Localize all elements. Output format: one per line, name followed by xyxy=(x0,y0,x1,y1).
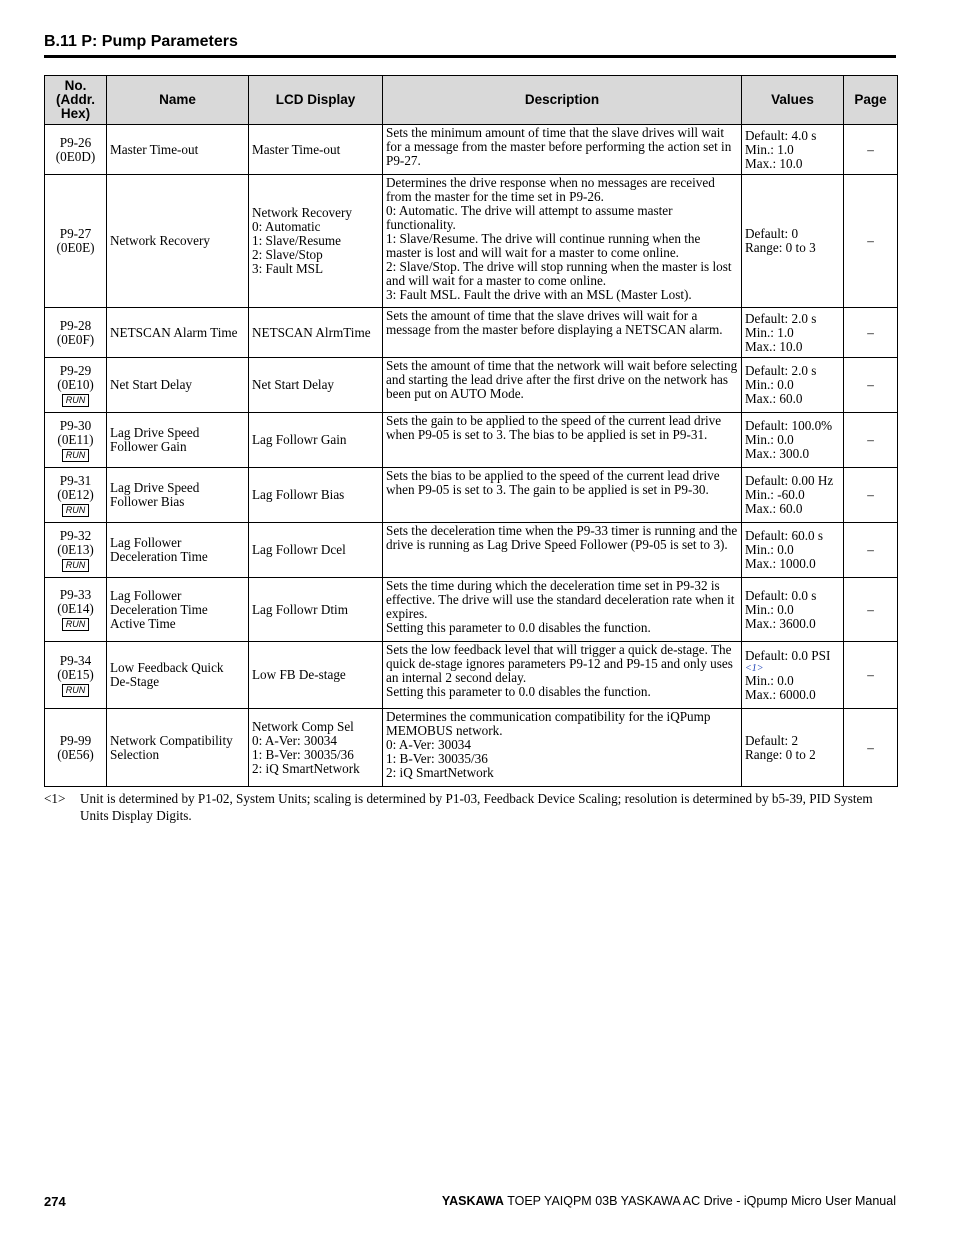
param-number: P9-28 (0E0F) xyxy=(45,308,107,358)
param-values: Default: 0 Range: 0 to 3 xyxy=(742,175,844,308)
column-header-page: Page xyxy=(844,76,898,125)
column-header-lcd: LCD Display xyxy=(249,76,383,125)
lcd-display: Low FB De-stage xyxy=(249,642,383,709)
lcd-display: Lag Followr Dcel xyxy=(249,523,383,578)
column-header-name: Name xyxy=(107,76,249,125)
table-row xyxy=(45,468,898,523)
footnote-text: Unit is determined by P1-02, System Units; scaling is determined by P1-03, Feedback Device Scaling; resolution is determined by b5-39, PID System Units Display Digits. xyxy=(80,791,873,823)
page-ref: – xyxy=(844,709,898,787)
param-description: Sets the low feedback level that will trigger a quick de-stage. The quick de-stage ignores parameters P9-12 and P9-15 and only uses an internal 2 second delay. Setting this parameter to 0.0 disables the function. xyxy=(383,642,742,709)
param-description: Determines the drive response when no messages are received from the master for the time set in P9-26. 0: Automatic. The drive will attempt to assume master functionality. 1: Slave/Resume. The drive will continue running when the master is lost and will wait for a master to come online. 2: Slave/Stop. The drive will stop running when the master is lost and will wait for a master to come online. 3: Fault MSL. Fault the drive with an MSL (Master Lost). xyxy=(383,175,742,308)
param-name: Network Compatibility Selection xyxy=(107,709,249,787)
page-ref: – xyxy=(844,468,898,523)
lcd-display: Lag Followr Dtim xyxy=(249,578,383,642)
run-badge-icon: RUN xyxy=(62,559,90,572)
param-description: Sets the bias to be applied to the speed of the current lead drive when P9-05 is set to 3. The gain to be applied is set in P9-30. xyxy=(383,468,742,523)
table-row xyxy=(45,175,898,308)
param-description: Determines the communication compatibility for the iQPump MEMOBUS network. 0: A-Ver: 30034 1: B-Ver: 30035/36 2: iQ SmartNetwork xyxy=(383,709,742,787)
param-number: P9-26 (0E0D) xyxy=(45,125,107,175)
param-values: Default: 4.0 s Min.: 1.0 Max.: 10.0 xyxy=(742,125,844,175)
table-row xyxy=(45,523,898,578)
run-badge-icon: RUN xyxy=(62,618,90,631)
page-ref: – xyxy=(844,125,898,175)
column-header-description: Description xyxy=(383,76,742,125)
param-description: Sets the minimum amount of time that the slave drives will wait for a message from the master before performing the action set in P9-27. xyxy=(383,125,742,175)
table-row xyxy=(45,413,898,468)
table-row xyxy=(45,358,898,413)
footer-doc-title xyxy=(442,1194,896,1208)
param-values: Default: 0.00 Hz Min.: -60.0 Max.: 60.0 xyxy=(742,468,844,523)
page-ref: – xyxy=(844,175,898,308)
parameter-table xyxy=(44,75,898,787)
param-name: Lag Drive Speed Follower Gain xyxy=(107,413,249,468)
table-row xyxy=(45,709,898,787)
table-row xyxy=(45,308,898,358)
param-values: Default: 2.0 s Min.: 0.0 Max.: 60.0 xyxy=(742,358,844,413)
param-values: Default: 2.0 s Min.: 1.0 Max.: 10.0 xyxy=(742,308,844,358)
lcd-display: Lag Followr Gain xyxy=(249,413,383,468)
param-description: Sets the deceleration time when the P9-33 timer is running and the drive is running as Lag Drive Speed Follower (P9-05 is set to 3). xyxy=(383,523,742,578)
param-values: Default: 0.0 s Min.: 0.0 Max.: 3600.0 xyxy=(742,578,844,642)
param-values: Default: 60.0 s Min.: 0.0 Max.: 1000.0 xyxy=(742,523,844,578)
page-ref: – xyxy=(844,413,898,468)
lcd-display: Master Time-out xyxy=(249,125,383,175)
param-number: P9-27 (0E0E) xyxy=(45,175,107,308)
param-description: Sets the gain to be applied to the speed of the current lead drive when P9-05 is set to 3. The bias to be applied is set in P9-31. xyxy=(383,413,742,468)
param-name: Lag Follower Deceleration Time xyxy=(107,523,249,578)
lcd-display: Network Recovery 0: Automatic 1: Slave/Resume 2: Slave/Stop 3: Fault MSL xyxy=(249,175,383,308)
footnote-mark: <1> xyxy=(44,791,66,806)
param-name: Low Feedback Quick De-Stage xyxy=(107,642,249,709)
param-values: Default: 0.0 PSI <1> Min.: 0.0 Max.: 6000.0 xyxy=(742,642,844,709)
param-description: Sets the amount of time that the slave drives will wait for a message from the master before displaying a NETSCAN alarm. xyxy=(383,308,742,358)
page-ref: – xyxy=(844,308,898,358)
param-name: Lag Drive Speed Follower Bias xyxy=(107,468,249,523)
brand-name: YASKAWA xyxy=(441,1194,504,1208)
table-header-row xyxy=(45,76,898,125)
lcd-display: Net Start Delay xyxy=(249,358,383,413)
lcd-display: Lag Followr Bias xyxy=(249,468,383,523)
manual-title: TOEP YAIQPM 03B YASKAWA AC Drive - iQpump Micro User Manual xyxy=(503,1194,896,1208)
table-row xyxy=(45,578,898,642)
param-description: Sets the time during which the deceleration time set in P9-32 is effective. The drive will use the standard deceleration rate when it expires. Setting this parameter to 0.0 disables the function. xyxy=(383,578,742,642)
lcd-display: Network Comp Sel 0: A-Ver: 30034 1: B-Ver: 30035/36 2: iQ SmartNetwork xyxy=(249,709,383,787)
page-number: 274 xyxy=(44,1194,66,1209)
param-name: Network Recovery xyxy=(107,175,249,308)
footnote xyxy=(44,790,896,824)
param-name: Lag Follower Deceleration Time Active Time xyxy=(107,578,249,642)
param-number: P9-30 (0E11) RUN xyxy=(45,413,107,468)
param-name: NETSCAN Alarm Time xyxy=(107,308,249,358)
column-header-no: No. (Addr. Hex) xyxy=(45,76,107,125)
table-row xyxy=(45,642,898,709)
param-values: Default: 100.0% Min.: 0.0 Max.: 300.0 xyxy=(742,413,844,468)
page-ref: – xyxy=(844,358,898,413)
page-ref: – xyxy=(844,523,898,578)
footnote-ref-link[interactable]: <1> xyxy=(745,662,764,674)
page-ref: – xyxy=(844,642,898,709)
lcd-display: NETSCAN AlrmTime xyxy=(249,308,383,358)
param-number: P9-32 (0E13) RUN xyxy=(45,523,107,578)
param-values: Default: 2 Range: 0 to 2 xyxy=(742,709,844,787)
param-number: P9-34 (0E15) RUN xyxy=(45,642,107,709)
column-header-values: Values xyxy=(742,76,844,125)
page-ref: – xyxy=(844,578,898,642)
section-title: B.11 P: Pump Parameters xyxy=(44,33,896,58)
param-number: P9-33 (0E14) RUN xyxy=(45,578,107,642)
param-number: P9-31 (0E12) RUN xyxy=(45,468,107,523)
param-description: Sets the amount of time that the network will wait before selecting and starting the lead drive after the first drive on the network has been put on AUTO Mode. xyxy=(383,358,742,413)
run-badge-icon: RUN xyxy=(62,449,90,462)
run-badge-icon: RUN xyxy=(62,394,90,407)
param-number: P9-29 (0E10) RUN xyxy=(45,358,107,413)
table-row xyxy=(45,125,898,175)
run-badge-icon: RUN xyxy=(62,684,90,697)
param-number: P9-99 (0E56) xyxy=(45,709,107,787)
param-name: Net Start Delay xyxy=(107,358,249,413)
param-name: Master Time-out xyxy=(107,125,249,175)
run-badge-icon: RUN xyxy=(62,504,90,517)
